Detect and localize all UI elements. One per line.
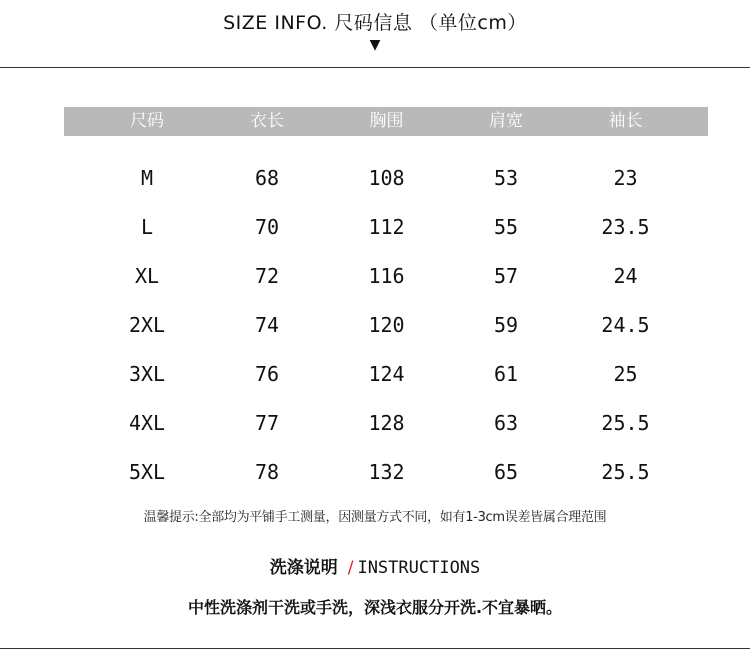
cell-sleeve: 23 [613, 166, 638, 190]
header-sleeve: 袖长 [608, 111, 643, 131]
cell-length: 74 [254, 313, 280, 337]
cell-chest: 132 [368, 460, 405, 484]
cell-length: 78 [254, 460, 280, 484]
cell-size: XL [134, 264, 160, 288]
cell-sleeve: 24.5 [601, 313, 650, 337]
instructions-slash: / [347, 558, 354, 578]
instructions-label-cn: 洗涤说明 [269, 558, 338, 578]
measurement-note: 温馨提示:全部均为平铺手工测量，因测量方式不同，如有1-3cm误差皆属合理范围 [143, 510, 607, 525]
cell-size: 2XL [128, 313, 166, 337]
cell-chest: 120 [368, 313, 405, 337]
divider-top [0, 67, 750, 68]
cell-shoulder: 65 [493, 460, 519, 484]
cell-size: 3XL [128, 362, 166, 386]
cell-length: 70 [254, 215, 280, 239]
cell-chest: 108 [368, 166, 405, 190]
table-row [64, 350, 708, 399]
header-size: 尺码 [130, 111, 164, 131]
table-row [64, 252, 708, 301]
cell-shoulder: 53 [493, 166, 519, 190]
cell-shoulder: 61 [493, 362, 519, 386]
cell-size: L [140, 215, 154, 239]
cell-length: 77 [254, 411, 280, 435]
cell-chest: 124 [368, 362, 405, 386]
header-chest: 胸围 [369, 111, 404, 131]
care-instructions-text: 中性洗涤剂干洗或手洗，深浅衣服分开洗.不宜暴晒。 [187, 598, 563, 617]
cell-chest: 128 [368, 411, 405, 435]
table-row [64, 399, 708, 448]
divider-bottom [0, 648, 750, 649]
size-table-header [64, 107, 708, 136]
page-title: SIZE INFO. 尺码信息 （单位cm） [223, 12, 527, 34]
cell-sleeve: 25.5 [601, 411, 650, 435]
cell-length: 72 [254, 264, 280, 288]
size-table-body [64, 154, 708, 497]
table-row [64, 301, 708, 350]
cell-chest: 112 [368, 215, 405, 239]
cell-size: 4XL [128, 411, 166, 435]
washing-instructions-heading [0, 553, 750, 578]
cell-size: M [140, 166, 154, 190]
instructions-label-en: INSTRUCTIONS [357, 558, 481, 578]
table-row [64, 203, 708, 252]
down-arrow-icon: ▼ [369, 37, 381, 53]
cell-sleeve: 24 [613, 264, 638, 288]
cell-shoulder: 55 [493, 215, 519, 239]
table-row [64, 448, 708, 497]
cell-chest: 116 [368, 264, 405, 288]
cell-shoulder: 63 [493, 411, 519, 435]
table-row [64, 154, 708, 203]
cell-length: 68 [254, 166, 280, 190]
cell-sleeve: 25 [613, 362, 638, 386]
cell-size: 5XL [128, 460, 166, 484]
header-length: 衣长 [250, 111, 284, 131]
header-shoulder: 肩宽 [489, 111, 523, 131]
cell-sleeve: 23.5 [601, 215, 650, 239]
cell-shoulder: 57 [493, 264, 519, 288]
cell-length: 76 [254, 362, 280, 386]
cell-shoulder: 59 [493, 313, 519, 337]
cell-sleeve: 25.5 [601, 460, 650, 484]
